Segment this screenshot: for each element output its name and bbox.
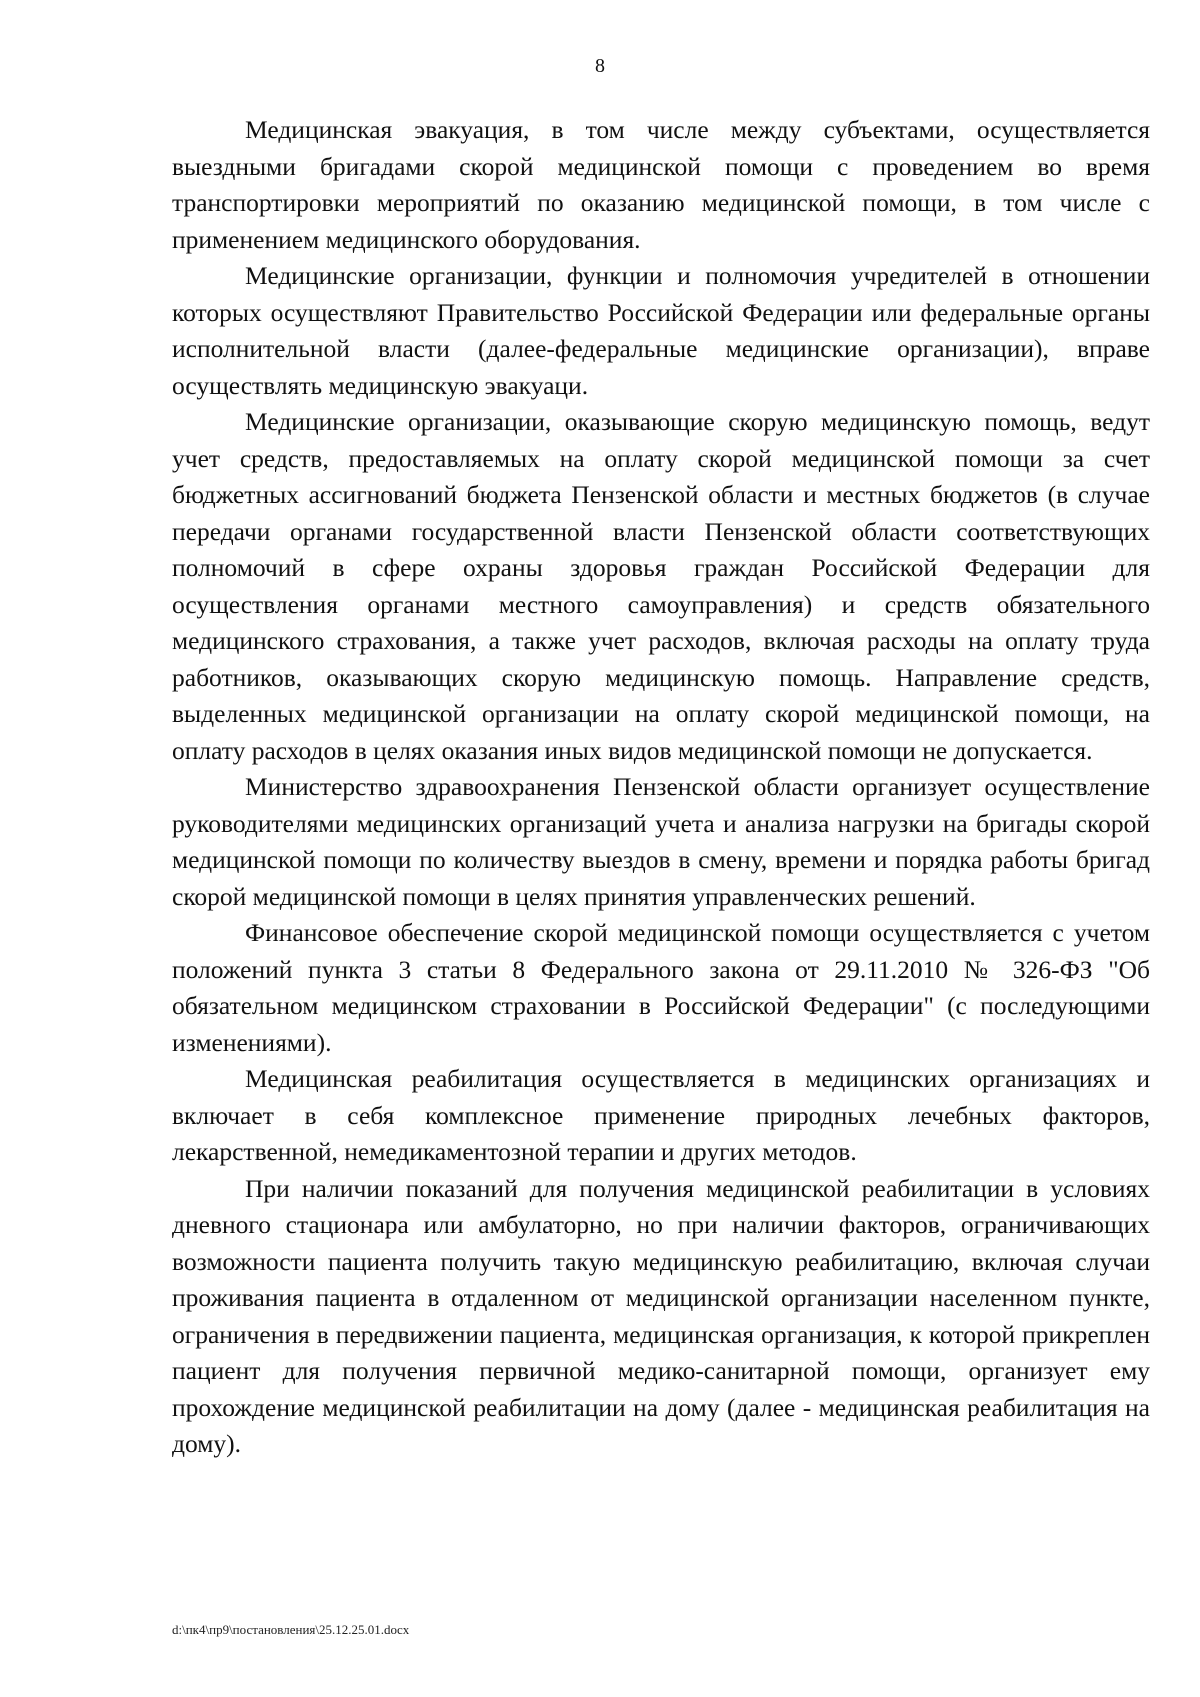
paragraph-financial-support: Финансовое обеспечение скорой медицинской помощи осуществляется с учетом положений пункта 3 статьи 8 Федерального закона от 29.11.2010 № 326-ФЗ "Об обязательном медицинском страховании в Российской Федерации" (с последующими изменениями). [172, 918, 1150, 1057]
paragraph-ministry-analysis: Министерство здравоохранения Пензенской области организует осуществление руководителями медицинских организаций учета и анализа нагрузки на бригады скорой медицинской помощи по количеству выездов в смену, времени и порядка работы бригад скорой медицинской помощи в целях принятия управленческих решений. [172, 772, 1150, 911]
paragraph-federal-organizations: Медицинские организации, функции и полномочия учредителей в отношении которых осуществляют Правительство Российской Федерации или федеральные органы исполнительной власти (далее-федеральные медицинские организации), вправе осуществлять медицинскую эвакуаци. [172, 261, 1150, 400]
page-number: 8 [595, 55, 605, 77]
document-body [172, 112, 1150, 1463]
paragraph-home-rehabilitation: При наличии показаний для получения медицинской реабилитации в условиях дневного стационара или амбулаторно, но при наличии факторов, ограничивающих возможности пациента получить такую медицинскую реабилитацию, включая случаи проживания пациента в отдаленном от медицинской организации населенном пункте, ограничения в передвижении пациента, медицинская организация, к которой прикреплен пациент для получения первичной медико-санитарной помощи, организует ему прохождение медицинской реабилитации на дому (далее - медицинская реабилитация на дому). [172, 1173, 1150, 1458]
footer-file-path: d:\пк4\пр9\постановления\25.12.25.01.docx [172, 1622, 410, 1637]
paragraph-medical-evacuation: Медицинская эвакуация, в том числе между субъектами, осуществляется выездными бригадами скорой медицинской помощи с проведением во время транспортировки мероприятий по оказанию медицинской помощи, в том числе с применением медицинского оборудования. [172, 115, 1150, 254]
paragraph-funds-accounting: Медицинские организации, оказывающие скорую медицинскую помощь, ведут учет средств, предоставляемых на оплату скорой медицинской помощи за счет бюджетных ассигнований бюджета Пензенской области и местных бюджетов (в случае передачи органами государственной власти Пензенской области соответствующих полномочий в сфере охраны здоровья граждан Российской Федерации для осуществления органами местного самоуправления) и средств обязательного медицинского страхования, а также учет расходов, включая расходы на оплату труда работников, оказывающих скорую медицинскую помощь. Направление средств, выделенных медицинской организации на оплату скорой медицинской помощи, на оплату расходов в целях оказания иных видов медицинской помощи не допускается. [172, 407, 1150, 765]
paragraph-medical-rehabilitation: Медицинская реабилитация осуществляется в медицинских организациях и включает в себя комплексное применение природных лечебных факторов, лекарственной, немедикаментозной терапии и других методов. [172, 1064, 1150, 1166]
